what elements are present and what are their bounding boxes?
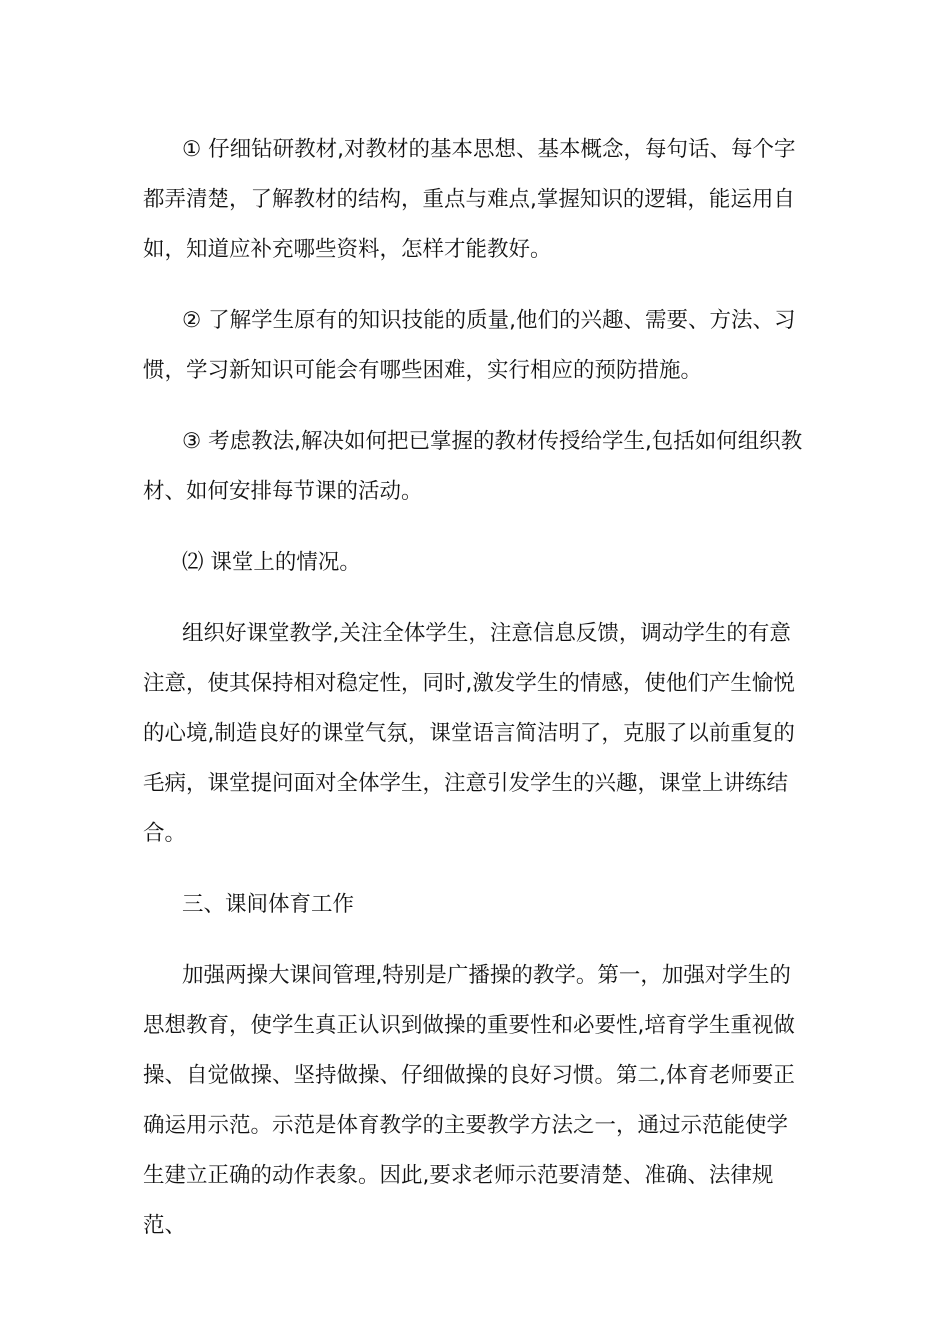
paragraph-study-materials: ① 仔细钻研教材,对教材的基本思想、基本概念，每句话、每个字都弄清楚，了解教材的结构，重点与难点,掌握知识的逻辑，能运用自如，知道应补充哪些资料，怎样才能教好。: [143, 137, 796, 262]
section-heading-recess-pe: 三、课间体育工作: [182, 892, 355, 917]
paragraph-classroom-teaching: 组织好课堂教学,关注全体学生，注意信息反馈，调动学生的有意注意，使其保持相对稳定性，同时,激发学生的情感，使他们产生愉悦的心境,制造良好的课堂气氛，课堂语言简洁明了，克服了以前重复的毛病，课堂提问面对全体学生，注意引发学生的兴趣，课堂上讲练结合。: [143, 621, 795, 846]
paragraph-teaching-methods: ③ 考虑教法,解决如何把已掌握的教材传授给学生,包括如何组织教材、如何安排每节课的活动。: [143, 429, 803, 504]
paragraph-exercise-management: 加强两操大课间管理,特别是广播操的教学。第一，加强对学生的思想教育，使学生真正认识到做操的重要性和必要性,培育学生重视做操、自觉做操、坚持做操、仔细做操的良好习惯。第二,体育老师要正确运用示范。示范是体育教学的主要教学方法之一，通过示范能使学生建立正确的动作表象。因此,要求老师示范要清楚、准确、法律规范、: [143, 963, 795, 1238]
paragraph-understand-students: ② 了解学生原有的知识技能的质量,他们的兴趣、需要、方法、习惯，学习新知识可能会有哪些困难，实行相应的预防措施。: [143, 308, 796, 383]
document-body: [143, 125, 807, 1251]
paragraph-classroom-heading: ⑵ 课堂上的情况。: [182, 550, 361, 575]
